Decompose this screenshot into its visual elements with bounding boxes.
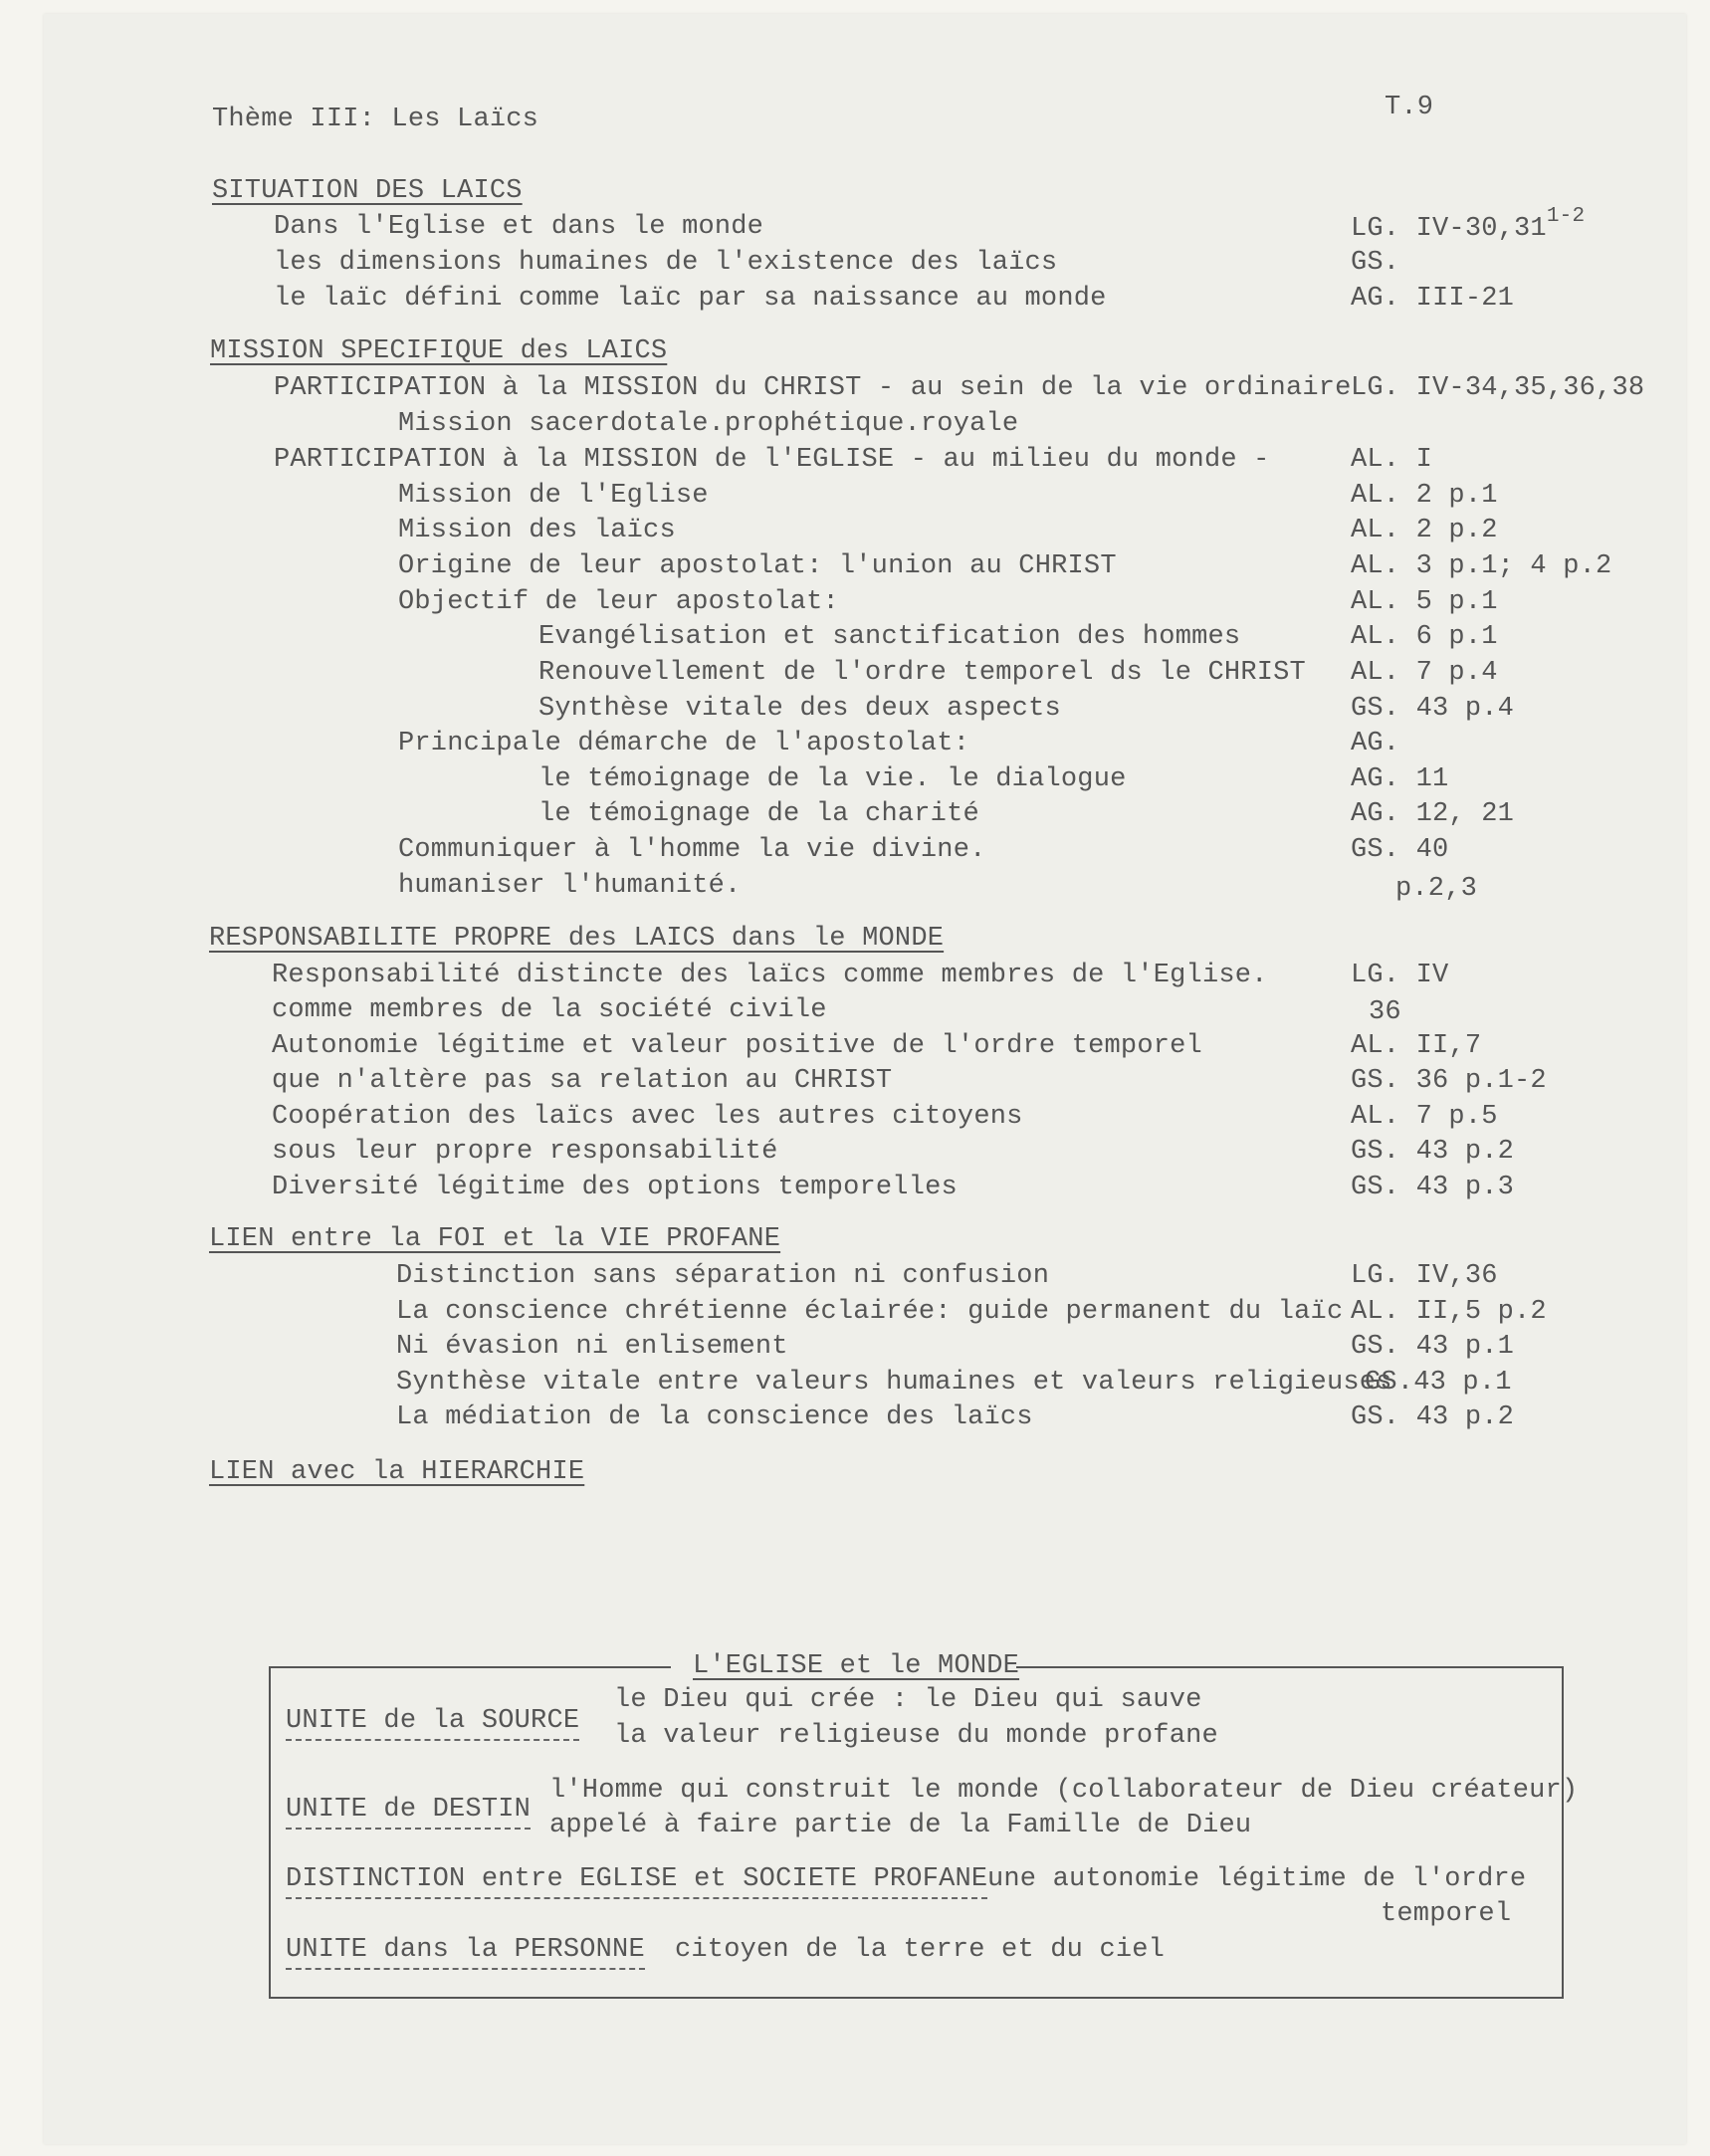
entry-ref: 36 (1369, 997, 1401, 1027)
entry-ref: AG. (1351, 729, 1400, 758)
entry-text: PARTICIPATION à la MISSION du CHRIST - au sein de la vie ordinaire (274, 373, 1352, 403)
entry-text: Mission de l'Eglise (398, 481, 709, 511)
entry-text: sous leur propre responsabilité (272, 1137, 778, 1167)
box-label-unite-source: UNITE de la SOURCE (286, 1705, 579, 1741)
section-heading-lien-foi: LIEN entre la FOI et la VIE PROFANE (209, 1224, 781, 1254)
section-heading-situation: SITUATION DES LAICS (212, 176, 523, 206)
entry-ref: AL. 2 p.1 (1351, 481, 1498, 511)
entry-ref: AL. II,7 (1351, 1031, 1482, 1061)
section-heading-responsabilite: RESPONSABILITE PROPRE des LAICS dans le MONDE (209, 924, 945, 954)
box-top-rule-left (269, 1666, 671, 1668)
entry-text: le laïc défini comme laïc par sa naissance au monde (274, 284, 1107, 314)
entry-ref: GS. 36 p.1-2 (1351, 1066, 1547, 1096)
entry-ref: GS. 43 p.1 (1351, 1332, 1515, 1362)
box-text: le Dieu qui crée : le Dieu qui sauve (614, 1685, 1202, 1715)
entry-ref: GS. 43 p.2 (1351, 1402, 1515, 1432)
box-label-unite-personne: UNITE dans la PERSONNE (286, 1934, 645, 1970)
box-text: citoyen de la terre et du ciel (675, 1935, 1166, 1965)
entry-text: Mission des laïcs (398, 516, 676, 545)
entry-text: La conscience chrétienne éclairée: guide permanent du laïc (396, 1297, 1344, 1327)
entry-text: Autonomie légitime et valeur positive de l'ordre temporel (272, 1031, 1202, 1061)
entry-text: comme membres de la société civile (272, 995, 827, 1025)
entry-ref: GS. 40 (1351, 835, 1449, 865)
entry-text: La médiation de la conscience des laïcs (396, 1402, 1033, 1432)
entry-ref-main: LG. IV-30,31 (1351, 214, 1547, 244)
entry-text: Coopération des laïcs avec les autres citoyens (272, 1102, 1023, 1132)
entry-text: Distinction sans séparation ni confusion (396, 1261, 1050, 1291)
entry-text: que n'altère pas sa relation au CHRIST (272, 1066, 893, 1096)
entry-text: Principale démarche de l'apostolat: (398, 729, 970, 758)
entry-ref: AL. II,5 p.2 (1351, 1297, 1547, 1327)
box-label-unite-destin: UNITE de DESTIN (286, 1794, 531, 1830)
entry-ref: GS.43 p.1 (1365, 1368, 1512, 1398)
entry-ref-superscript: 1-2 (1546, 205, 1586, 228)
entry-ref: AL. 7 p.4 (1351, 658, 1498, 688)
entry-ref: AL. 3 p.1; 4 p.2 (1351, 551, 1612, 581)
entry-text: Synthèse vitale entre valeurs humaines et valeurs religieuses (396, 1368, 1392, 1398)
entry-text: Dans l'Eglise et dans le monde (274, 212, 764, 242)
entry-ref: AG. III-21 (1351, 284, 1515, 314)
entry-text: Origine de leur apostolat: l'union au CHRIST (398, 551, 1117, 581)
entry-ref: AL. 5 p.1 (1351, 587, 1498, 617)
entry-text: Responsabilité distincte des laïcs comme membres de l'Eglise. (272, 961, 1268, 990)
entry-text: le témoignage de la vie. le dialogue (538, 764, 1127, 794)
entry-text: humaniser l'humanité. (398, 871, 742, 901)
entry-text: Evangélisation et sanctification des hommes (538, 622, 1241, 652)
entry-text: PARTICIPATION à la MISSION de l'EGLISE - au milieu du monde - (274, 445, 1270, 475)
box-text: temporel (1381, 1899, 1512, 1929)
entry-text: les dimensions humaines de l'existence des laïcs (274, 248, 1058, 278)
section-heading-hierarchie: LIEN avec la HIERARCHIE (209, 1457, 585, 1487)
box-title: L'EGLISE et le MONDE (693, 1651, 1020, 1681)
entry-ref: AG. 12, 21 (1351, 799, 1515, 829)
box-text: appelé à faire partie de la Famille de Dieu (549, 1811, 1252, 1840)
entry-text: Communiquer à l'homme la vie divine. (398, 835, 986, 865)
box-label-distinction: DISTINCTION entre EGLISE et SOCIETE PROFANE (286, 1863, 987, 1899)
entry-ref: p.2,3 (1395, 874, 1478, 904)
entry-ref: AL. I (1351, 445, 1433, 475)
entry-text: Synthèse vitale des deux aspects (538, 694, 1061, 724)
section-heading-mission: MISSION SPECIFIQUE des LAICS (210, 336, 668, 366)
entry-ref: LG. IV (1351, 961, 1449, 990)
box-top-rule-right (1016, 1666, 1562, 1668)
entry-ref: AL. 6 p.1 (1351, 622, 1498, 652)
entry-ref: GS. 43 p.3 (1351, 1173, 1515, 1202)
entry-ref (1351, 205, 1586, 247)
entry-text: le témoignage de la charité (538, 799, 979, 829)
entry-text: Renouvellement de l'ordre temporel ds le CHRIST (538, 658, 1306, 688)
box-text: la valeur religieuse du monde profane (614, 1721, 1218, 1751)
entry-ref: AL. 7 p.5 (1351, 1102, 1498, 1132)
entry-text: Mission sacerdotale.prophétique.royale (398, 409, 1019, 439)
entry-ref: AL. 2 p.2 (1351, 516, 1498, 545)
entry-ref: GS. 43 p.2 (1351, 1137, 1515, 1167)
entry-ref: LG. IV-34,35,36,38 (1351, 373, 1645, 403)
entry-text: Ni évasion ni enlisement (396, 1332, 788, 1362)
entry-text: Diversité légitime des options temporelles (272, 1173, 958, 1202)
entry-ref: LG. IV,36 (1351, 1261, 1498, 1291)
box-text: une autonomie légitime de l'ordre (987, 1864, 1527, 1894)
page-title: Thème III: Les Laïcs (212, 105, 539, 134)
entry-ref: GS. (1351, 248, 1400, 278)
box-text: l'Homme qui construit le monde (collaborateur de Dieu créateur) (549, 1776, 1579, 1806)
entry-ref: GS. 43 p.4 (1351, 694, 1515, 724)
entry-ref: AG. 11 (1351, 764, 1449, 794)
entry-text: Objectif de leur apostolat: (398, 587, 839, 617)
page-reference: T.9 (1385, 93, 1434, 122)
